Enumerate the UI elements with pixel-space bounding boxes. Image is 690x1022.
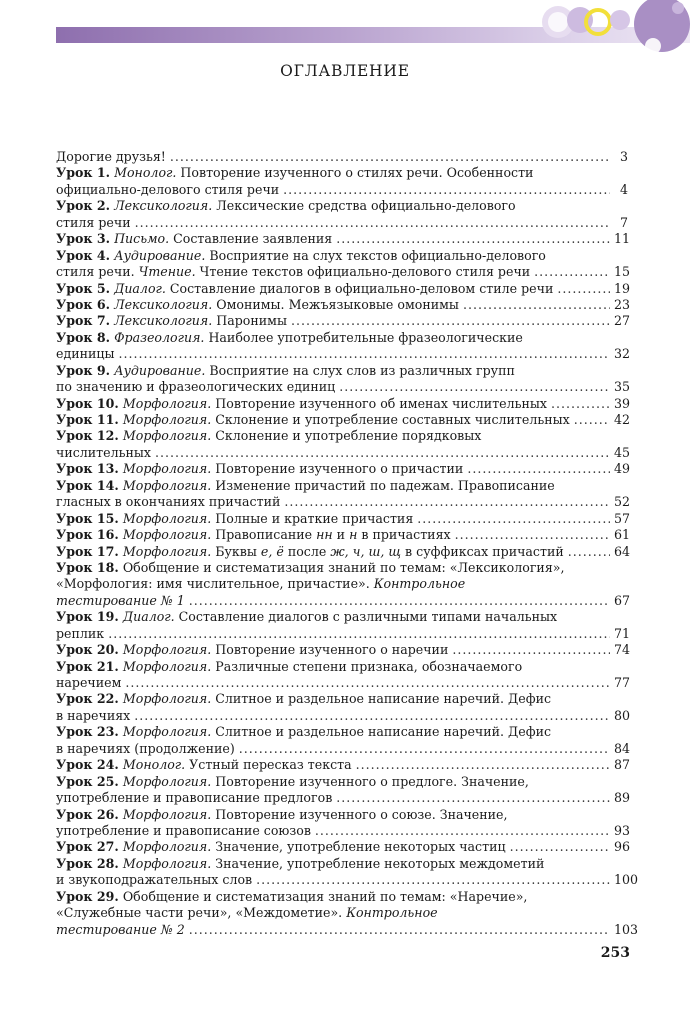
toc-line-text [56,231,332,247]
topic-label: тестирование № 1 [56,592,185,608]
leader-dots [534,264,610,280]
toc-page-number: 19 [614,280,631,296]
toc-text: Значение, употребление некоторых междометий [211,855,545,871]
leader-dots [467,461,610,477]
toc-text: после [283,543,331,559]
lesson-number: Урок 13. [56,461,119,477]
toc-text: Восприятие на слух слов из различных групп [205,362,515,378]
lesson-number: Урок 16. [56,527,119,543]
toc-line [56,198,628,214]
toc-line [56,691,628,707]
toc-page-number: 64 [614,543,631,559]
toc-line [56,609,628,625]
toc-page-number: 27 [614,313,631,329]
toc-line [56,296,631,313]
toc-line-text [56,313,287,329]
topic-label: Чтение. [138,264,196,280]
toc-line [56,494,631,510]
lesson-number: Урок 25. [56,773,119,789]
toc-line-text [56,872,252,888]
toc-page-number: 39 [614,395,631,411]
leader-dots [574,412,610,428]
toc-line-text [56,445,151,461]
topic-label: н [349,527,358,543]
toc-line-text [56,379,335,395]
topic-label: Контрольное [373,576,466,592]
topic-label: Морфология. [122,395,212,411]
leader-dots [339,379,610,395]
toc-page-number: 71 [614,625,631,641]
toc-line [56,264,631,280]
lesson-number: Урок 26. [56,806,119,822]
toc-line [56,363,628,379]
toc-text: Омонимы. Межъязыковые омонимы [212,296,459,312]
toc-line-text [56,544,564,560]
leader-dots [557,281,610,297]
leader-dots [452,642,610,658]
toc-line [56,921,639,938]
toc-page-number: 96 [614,839,631,855]
toc-page-number: 61 [614,527,631,543]
toc-page-number: 49 [614,461,631,477]
topic-label: Диалог. [114,280,166,296]
toc-text: Паронимы [212,313,287,329]
leader-dots [336,790,610,806]
toc-text: стиля речи [56,214,131,230]
toc-line [56,444,631,461]
lesson-number: Урок 3. [56,231,111,247]
leader-dots [119,346,610,362]
toc-text: Слитное и раздельное написание наречий. Дефис [211,691,552,707]
lesson-number: Урок 9. [56,362,111,378]
lesson-number: Урок 6. [56,296,111,312]
toc-line-text [56,708,130,724]
topic-label: ж, ч, ш, щ [330,543,402,559]
toc-page-number: 87 [614,757,631,773]
toc-line [56,740,631,757]
leader-dots [239,741,610,757]
toc-text: реплик [56,625,105,641]
toc-line [56,822,631,839]
toc-line [56,346,631,362]
toc-text: Повторение изученного о стилях речи. Особенности [176,165,534,181]
toc-line-text [56,330,523,346]
toc-line [56,757,631,773]
toc-line [56,510,631,527]
toc-page-number: 45 [614,444,631,460]
toc-line [56,905,628,921]
toc-line [56,707,631,724]
topic-label: Монолог. [122,757,186,773]
leader-dots [155,445,610,461]
topic-label: Контрольное [346,905,438,921]
toc-text: единицы [56,346,115,362]
lesson-number: Урок 12. [56,428,119,444]
toc-page-number: 23 [614,296,631,312]
leader-dots [551,396,610,412]
toc-page-number: 57 [614,510,631,526]
toc-line-text [56,724,551,740]
toc-line-text [56,281,553,297]
toc-line [56,839,631,855]
topic-label: Лексикология. [114,296,213,312]
toc-line [56,625,631,642]
toc-line-text [56,264,530,280]
toc-page-number: 67 [614,592,631,608]
topic-label: Морфология. [122,412,212,427]
toc-line-text [56,165,533,181]
toc-line-text [56,922,185,938]
toc-text: Повторение изученного об именах числительных [211,395,548,411]
toc-line [56,642,631,658]
toc-text: «Служебные части речи», «Междометие». [56,905,347,921]
toc-line-text [56,593,185,609]
topic-label: Монолог. [114,165,177,181]
toc-line-text [56,297,459,313]
toc-line-text [56,757,352,773]
toc-line [56,856,628,872]
toc-line-text [56,905,438,921]
toc-line-text [56,889,527,905]
toc-text: по значению и фразеологических единиц [56,379,336,395]
topic-label: Аудирование. [114,362,206,378]
toc-text: и звукоподражательных слов [56,872,253,888]
toc-line [56,543,631,560]
table-of-contents [56,149,639,938]
toc-page-number: 7 [619,214,628,230]
toc-text: Повторение изученного о причастии [211,461,464,477]
toc-line-text [56,511,413,527]
topic-label: Аудирование. [114,247,206,263]
toc-page-number: 35 [614,379,631,395]
lesson-number: Урок 2. [56,198,111,214]
toc-line-text [56,576,465,592]
lesson-number: Урок 28. [56,855,119,871]
toc-line-text [56,494,280,510]
topic-label: Морфология. [122,855,212,871]
lesson-number: Урок 1. [56,165,111,181]
toc-line [56,182,628,198]
lesson-number: Урок 27. [56,839,119,855]
page-number: 253 [600,945,630,961]
toc-line [56,231,631,247]
toc-line [56,659,628,675]
leader-dots [284,494,610,510]
toc-page-number: 84 [614,740,631,756]
topic-label: нн [316,527,333,543]
leader-dots [125,675,610,691]
toc-text: в наречиях (продолжение) [56,740,235,756]
toc-line-text [56,691,551,707]
toc-line-text [56,346,115,362]
toc-line [56,807,628,823]
topic-label: Морфология. [122,510,212,526]
toc-line-text [56,642,448,658]
lesson-number: Урок 23. [56,724,119,740]
toc-line [56,313,631,329]
toc-line-text [56,839,506,855]
topic-label: Диалог. [122,609,175,625]
toc-text: Слитное и раздельное написание наречий. Дефис [211,724,552,740]
topic-label: Лексикология. [114,198,213,214]
toc-text: Различные степени признака, обозначаемого [211,658,523,674]
leader-dots [356,757,610,773]
toc-text: Правописание [211,527,317,543]
leader-dots [256,872,610,888]
toc-line-text [56,675,121,691]
toc-page-number: 80 [614,707,631,723]
topic-label: Морфология. [122,806,212,822]
leader-dots [135,215,610,231]
leader-dots [189,922,610,938]
topic-label: Морфология. [122,428,212,444]
toc-line [56,379,631,395]
toc-text: Дорогие друзья! [56,149,166,164]
toc-line [56,395,631,412]
toc-line [56,527,631,543]
toc-line-text [56,560,564,576]
toc-text: Значение, употребление некоторых частиц [211,839,506,855]
toc-page-number: 74 [614,642,631,658]
leader-dots [291,313,610,329]
toc-text: Повторение изученного о предлоге. Значение, [211,773,529,789]
toc-text: официально-делового стиля речи [56,181,280,197]
toc-line [56,165,628,181]
toc-line-text [56,856,544,872]
toc-line [56,330,628,346]
toc-page-number: 15 [614,264,631,280]
toc-text: Изменение причастий по падежам. Правописание [211,477,555,493]
toc-text: Устный пересказ текста [185,757,352,773]
lesson-number: Урок 21. [56,658,119,674]
lesson-number: Урок 20. [56,642,119,658]
topic-label: тестирование № 2 [56,921,185,937]
toc-line-text [56,412,570,428]
toc-line-text [56,461,463,477]
leader-dots [134,708,610,724]
toc-line-text [56,182,279,198]
leader-dots [170,149,610,165]
page-title: ОГЛАВЛЕНИЕ [280,62,410,80]
toc-line [56,592,631,609]
toc-text: Повторение изученного о союзе. Значение, [211,806,508,822]
toc-page-number: 100 [614,872,639,888]
lesson-number: Урок 11. [56,412,119,427]
toc-line [56,280,631,297]
toc-text: Восприятие на слух текстов официально-делового [205,247,546,263]
toc-line-text [56,823,311,839]
lesson-number: Урок 5. [56,280,111,296]
toc-text: Склонение и употребление порядковых [211,428,482,444]
topic-label: Морфология. [122,477,212,493]
toc-page-number: 103 [614,921,639,937]
toc-line-text [56,363,515,379]
lesson-number: Урок 19. [56,609,119,625]
toc-line [56,248,628,264]
toc-text: Обобщение и систематизация знаний по темам: «Наречие», [118,888,528,904]
toc-page-number: 89 [614,790,631,806]
lesson-number: Урок 18. [56,559,119,575]
topic-label: Фразеология. [114,329,205,345]
toc-line-text [56,659,522,675]
toc-line-text [56,478,555,494]
toc-line-text [56,396,547,412]
topic-label: Морфология. [122,691,212,707]
topic-label: е, ё [260,543,284,559]
toc-text: и [332,527,350,543]
lesson-number: Урок 17. [56,543,119,559]
toc-text: употребление и правописание союзов [56,822,311,838]
toc-line-text [56,215,131,231]
leader-dots [510,839,610,855]
toc-text: Повторение изученного о наречии [211,642,449,658]
toc-page-number: 3 [619,149,628,164]
lesson-number: Урок 10. [56,395,119,411]
toc-page-number: 32 [614,346,631,362]
toc-line-text [56,626,104,642]
topic-label: Морфология. [122,839,212,855]
toc-line [56,428,628,444]
toc-page-number: 4 [619,181,628,197]
toc-text: гласных в окончаниях причастий [56,494,281,510]
toc-text: Буквы [211,543,261,559]
topic-label: Морфология. [122,773,212,789]
toc-line-text [56,790,332,806]
toc-line-text [56,527,451,543]
toc-line [56,412,631,428]
leader-dots [108,626,610,642]
topic-label: Морфология. [122,642,212,658]
lesson-number: Урок 29. [56,888,119,904]
toc-text: в суффиксах причастий [401,543,564,559]
topic-label: Морфология. [122,658,212,674]
topic-label: Письмо. [114,231,170,247]
leader-dots [315,823,610,839]
toc-line [56,478,628,494]
toc-text: «Морфология: имя числительное, причастие». [56,576,374,592]
toc-line-text [56,774,529,790]
lesson-number: Урок 24. [56,757,119,773]
toc-line [56,560,628,576]
toc-text: Чтение текстов официально-делового стиля речи [195,264,531,280]
toc-line [56,215,628,231]
topic-label: Морфология. [122,527,212,543]
lesson-number: Урок 4. [56,247,111,263]
toc-text: Составление диалогов с различными типами начальных [174,609,558,625]
leader-dots [189,593,610,609]
toc-line-text [56,149,166,165]
toc-text: Наиболее употребительные фразеологические [204,329,523,345]
lesson-number: Урок 8. [56,329,111,345]
leader-dots [455,527,610,543]
toc-line-text [56,198,516,214]
topic-label: Морфология. [122,724,212,740]
leader-dots [336,231,610,247]
toc-text: в наречиях [56,707,131,723]
toc-line-text [56,428,481,444]
toc-line [56,872,639,888]
leader-dots [283,182,610,198]
toc-page-number: 52 [614,494,631,510]
toc-line [56,724,628,740]
toc-line [56,461,631,477]
leader-dots [417,511,610,527]
decorative-circles [520,0,690,62]
toc-line [56,774,628,790]
leader-dots [568,544,610,560]
toc-text: Полные и краткие причастия [211,510,414,526]
toc-line [56,889,628,905]
toc-text: Составление диалогов в официально-деловом стиле речи [165,280,554,296]
toc-text: Лексические средства официально-делового [212,198,516,214]
toc-page-number: 42 [614,412,631,427]
toc-line-text [56,248,546,264]
toc-line [56,149,628,165]
topic-label: Лексикология. [114,313,213,329]
toc-text: Обобщение и систематизация знаний по темам: «Лексикология», [118,559,565,575]
toc-text: Составление заявления [169,231,333,247]
toc-line [56,675,631,691]
toc-text: Склонение и употребление составных числительных [211,412,570,427]
topic-label: Морфология. [122,461,212,477]
lesson-number: Урок 15. [56,510,119,526]
toc-page-number: 93 [614,822,631,838]
toc-text: употребление и правописание предлогов [56,790,333,806]
toc-page-number: 77 [614,675,631,690]
toc-line-text [56,807,508,823]
toc-page-number: 11 [614,231,631,247]
topic-label: Морфология. [122,543,212,559]
toc-line-text [56,741,235,757]
lesson-number: Урок 22. [56,691,119,707]
toc-text: в причастиях [357,527,451,543]
toc-text: стиля речи. [56,264,139,280]
toc-text: наречием [56,675,122,690]
toc-line [56,576,628,592]
lesson-number: Урок 14. [56,477,119,493]
leader-dots [463,297,610,313]
toc-text: числительных [56,444,151,460]
lesson-number: Урок 7. [56,313,111,329]
toc-line [56,790,631,806]
toc-line-text [56,609,557,625]
